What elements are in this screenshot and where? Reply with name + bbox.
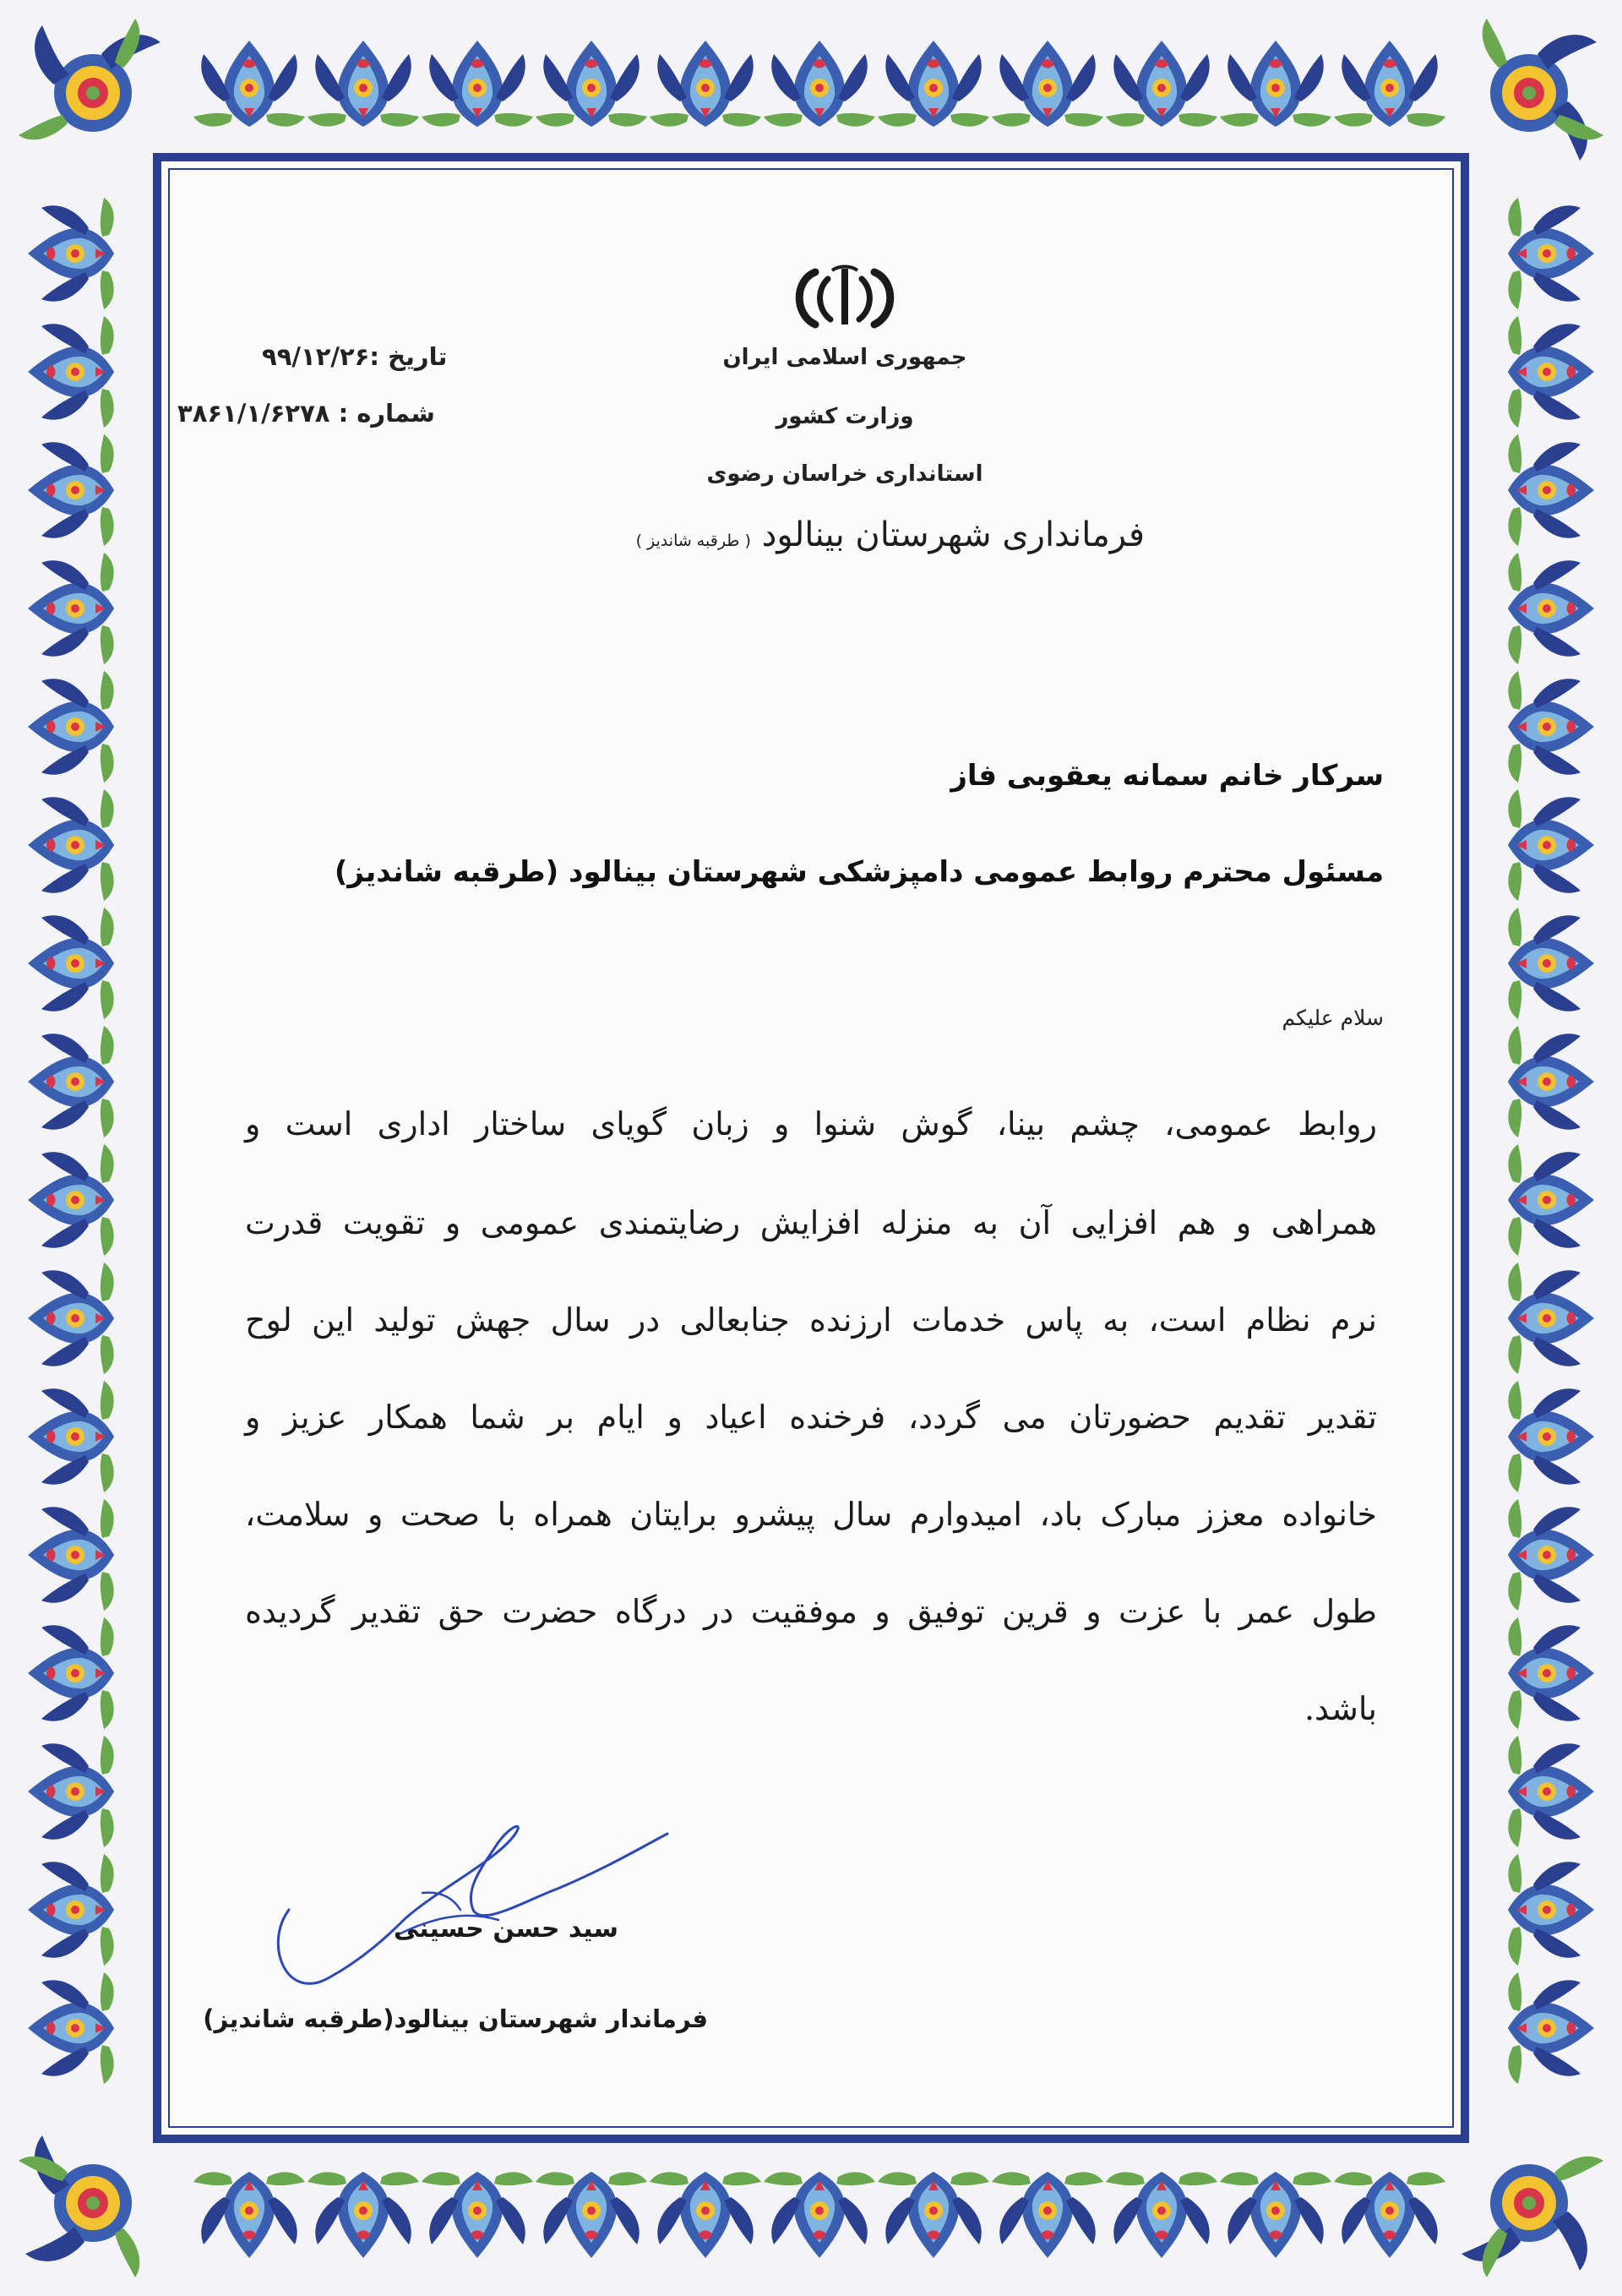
iran-emblem-icon <box>790 264 900 331</box>
letter-number: شماره : ۳۸۶۱/۱/۶۲۷۸ <box>177 399 435 428</box>
ministry-name: وزارت کشور <box>776 404 914 429</box>
body-line: همراهی و هم افزایی آن به منزله افزایش رضایتمندی عمومی و تقویت قدرت <box>245 1204 1377 1241</box>
letter-date: تاریخ :۹۹/۱۲/۲۶ <box>262 342 448 371</box>
recipient-title: مسئول محترم روابط عمومی دامپزشکی شهرستان بینالود (طرقبه شاندیز) <box>334 855 1384 889</box>
country-name: جمهوری اسلامی ایران <box>722 345 967 370</box>
governorate-name: فرمانداری شهرستان بینالود <box>761 515 1145 554</box>
greeting: سلام علیکم <box>1282 1006 1384 1030</box>
recipient-name: سرکار خانم سمانه یعقوبی فاز <box>950 759 1384 793</box>
body-line: طول عمر با عزت و قرین توفیق و موفقیت در درگاه حضرت حق تقدیر گردیده <box>245 1593 1377 1630</box>
body-line: نرم نظام است، به پاس خدمات ارزنده جنابعالی در سال جهش تولید این لوح <box>245 1301 1377 1339</box>
body-line: خانواده معزز مبارک باد، امیدوارم سال پیشرو برایتان همراه با صحت و سلامت، <box>245 1496 1377 1533</box>
body-line: روابط عمومی، چشم بینا، گوش شنوا و زبان گویای ساختار اداری است و <box>245 1105 1377 1143</box>
signatory-name: سید حسن حسینی <box>393 1914 618 1944</box>
signatory-position: فرماندار شهرستان بینالود(طرقبه شاندیز) <box>203 2004 708 2033</box>
body-line-last: باشد. <box>1304 1690 1377 1727</box>
body-line: تقدیر تقدیم حضورتان می گردد، فرخنده اعیاد و ایام بر شما همکار عزیز و <box>245 1399 1377 1436</box>
province-office: استانداری خراسان رضوی <box>706 461 983 487</box>
governorate-title <box>636 515 1145 554</box>
governorate-subtitle: ( طرقبه شاندیز ) <box>635 532 751 550</box>
